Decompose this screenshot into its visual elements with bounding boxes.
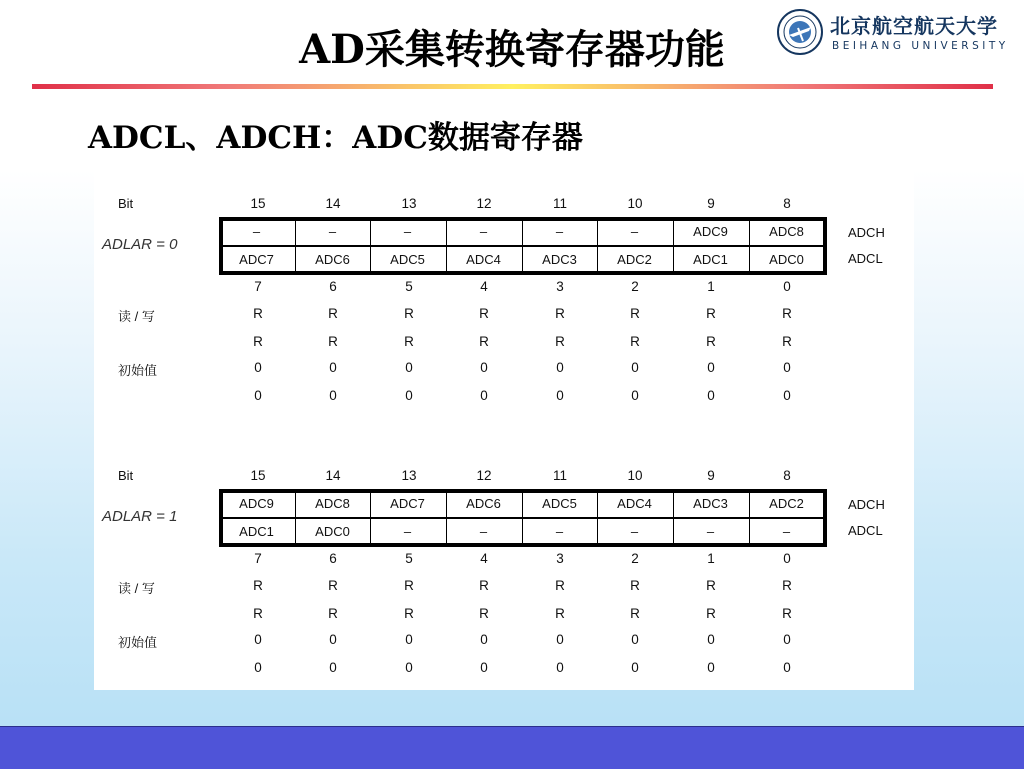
register-bit-cell: – [630,524,639,539]
rw-high-value: R [630,306,640,321]
initial-low-value: 0 [405,660,413,675]
bit-label: Bit [118,468,134,483]
initial-high-value: 0 [329,360,337,375]
register-bit-cell: ADC7 [390,496,425,511]
bit-number-high: 13 [401,196,417,211]
register-bit-cell: ADC7 [239,252,274,267]
read-write-label: 读 / 写 [118,309,155,324]
register-bit-cell: ADC1 [693,252,728,267]
initial-low-value: 0 [254,660,262,675]
bit-number-low: 0 [783,551,791,566]
rw-low-value: R [555,334,565,349]
register-bit-cell: ADC9 [693,224,728,239]
bit-number-low: 0 [783,279,791,294]
bit-number-high: 10 [627,196,643,211]
register-bit-cell: ADC3 [542,252,577,267]
rw-low-value: R [404,334,414,349]
rw-high-value: R [782,578,792,593]
bit-number-high: 11 [552,468,567,483]
rw-low-value: R [328,606,338,621]
rw-low-value: R [782,334,792,349]
register-bit-cell: – [403,224,412,239]
register-name-low: ADCL [848,523,883,538]
rw-high-value: R [555,306,565,321]
initial-high-value: 0 [480,632,488,647]
register-bit-cell: – [479,224,488,239]
initial-low-value: 0 [405,388,413,403]
initial-high-value: 0 [405,360,413,375]
register-bit-cell: – [706,524,715,539]
initial-high-value: 0 [783,360,791,375]
rw-high-value: R [706,578,716,593]
initial-low-value: 0 [707,388,715,403]
rw-low-value: R [328,334,338,349]
bit-number-low: 7 [254,279,262,294]
bit-number-high: 14 [325,468,341,483]
bit-number-high: 10 [627,468,643,483]
initial-high-value: 0 [556,360,564,375]
initial-low-value: 0 [707,660,715,675]
rw-low-value: R [782,606,792,621]
rw-low-value: R [706,334,716,349]
initial-high-value: 0 [556,632,564,647]
rw-high-value: R [328,578,338,593]
bit-number-low: 1 [707,551,715,566]
register-bit-cell: ADC2 [769,496,804,511]
register-bit-cell: ADC6 [466,496,501,511]
register-bit-cell: – [630,224,639,239]
bit-number-low: 5 [405,551,413,566]
bit-number-high: 15 [250,196,266,211]
register-name-low: ADCL [848,251,883,266]
initial-high-value: 0 [631,360,639,375]
logo-english-name: BEIHANG UNIVERSITY [832,40,1009,52]
read-write-label: 读 / 写 [118,581,155,596]
footer-bar [0,726,1024,769]
adlar-setting: ADLAR = 1 [102,508,178,525]
register-bit-cell: – [782,524,791,539]
rw-high-value: R [253,578,263,593]
bit-number-low: 3 [556,551,564,566]
initial-low-value: 0 [783,660,791,675]
initial-low-value: 0 [480,660,488,675]
register-bit-cell: ADC2 [617,252,652,267]
bit-number-high: 9 [707,196,715,211]
rw-high-value: R [782,306,792,321]
bit-number-high: 11 [552,196,567,211]
rw-low-value: R [555,606,565,621]
initial-low-value: 0 [329,660,337,675]
register-name-high: ADCH [848,497,885,512]
initial-high-value: 0 [329,632,337,647]
rw-high-value: R [479,306,489,321]
register-bit-cell: – [403,524,412,539]
university-emblem-icon [776,8,824,56]
rw-high-value: R [479,578,489,593]
bit-number-low: 1 [707,279,715,294]
register-bit-cell: ADC8 [315,496,350,511]
register-bit-cell: – [479,524,488,539]
rw-low-value: R [706,606,716,621]
initial-low-value: 0 [556,388,564,403]
initial-high-value: 0 [783,632,791,647]
bit-number-high: 9 [707,468,715,483]
register-name-high: ADCH [848,225,885,240]
bit-number-low: 3 [556,279,564,294]
bit-number-high: 12 [476,468,492,483]
rw-low-value: R [479,334,489,349]
rw-low-value: R [630,334,640,349]
bit-number-high: 8 [783,468,791,483]
initial-high-value: 0 [254,632,262,647]
register-bit-cell: ADC4 [466,252,501,267]
bit-number-high: 12 [476,196,492,211]
initial-low-value: 0 [783,388,791,403]
register-bit-cell: ADC1 [239,524,274,539]
bit-number-low: 2 [631,279,639,294]
bit-number-low: 4 [480,279,488,294]
register-bit-cell: ADC5 [390,252,425,267]
rw-low-value: R [479,606,489,621]
register-bit-cell: – [328,224,337,239]
initial-value-label: 初始值 [118,363,158,378]
title-divider [32,84,993,89]
bit-number-high: 15 [250,468,266,483]
initial-low-value: 0 [556,660,564,675]
bit-number-high: 14 [325,196,341,211]
register-bit-cell: ADC4 [617,496,652,511]
rw-low-value: R [404,606,414,621]
initial-low-value: 0 [631,660,639,675]
register-bit-cell: – [555,224,564,239]
bit-number-low: 4 [480,551,488,566]
rw-high-value: R [555,578,565,593]
rw-low-value: R [253,606,263,621]
adlar-setting: ADLAR = 0 [102,236,178,253]
register-bit-cell: ADC8 [769,224,804,239]
register-bit-cell: ADC0 [769,252,804,267]
rw-low-value: R [630,606,640,621]
slide-subtitle: ADCL、ADCH：ADC数据寄存器 [88,120,583,156]
university-logo [776,6,1020,60]
initial-low-value: 0 [480,388,488,403]
rw-high-value: R [404,578,414,593]
register-bit-cell: ADC3 [693,496,728,511]
rw-low-value: R [253,334,263,349]
initial-low-value: 0 [254,388,262,403]
rw-high-value: R [253,306,263,321]
initial-high-value: 0 [480,360,488,375]
bit-number-low: 6 [329,551,337,566]
bit-number-high: 8 [783,196,791,211]
bit-number-high: 13 [401,468,417,483]
initial-low-value: 0 [329,388,337,403]
bit-label: Bit [118,196,134,211]
initial-high-value: 0 [405,632,413,647]
register-bit-cell: – [555,524,564,539]
bit-number-low: 2 [631,551,639,566]
logo-chinese-name: 北京航空航天大学 [830,14,998,38]
initial-high-value: 0 [631,632,639,647]
rw-high-value: R [404,306,414,321]
initial-low-value: 0 [631,388,639,403]
bit-number-low: 7 [254,551,262,566]
slide-title: AD采集转换寄存器功能 [299,26,725,73]
bit-number-low: 5 [405,279,413,294]
rw-high-value: R [706,306,716,321]
register-bit-cell: ADC0 [315,524,350,539]
initial-value-label: 初始值 [118,635,158,650]
rw-high-value: R [328,306,338,321]
bit-number-low: 6 [329,279,337,294]
initial-high-value: 0 [707,632,715,647]
initial-high-value: 0 [707,360,715,375]
register-bit-cell: ADC5 [542,496,577,511]
rw-high-value: R [630,578,640,593]
register-diagram-panel [94,172,914,690]
register-bit-cell: – [252,224,261,239]
register-bit-cell: ADC6 [315,252,350,267]
initial-high-value: 0 [254,360,262,375]
register-bit-cell: ADC9 [239,496,274,511]
